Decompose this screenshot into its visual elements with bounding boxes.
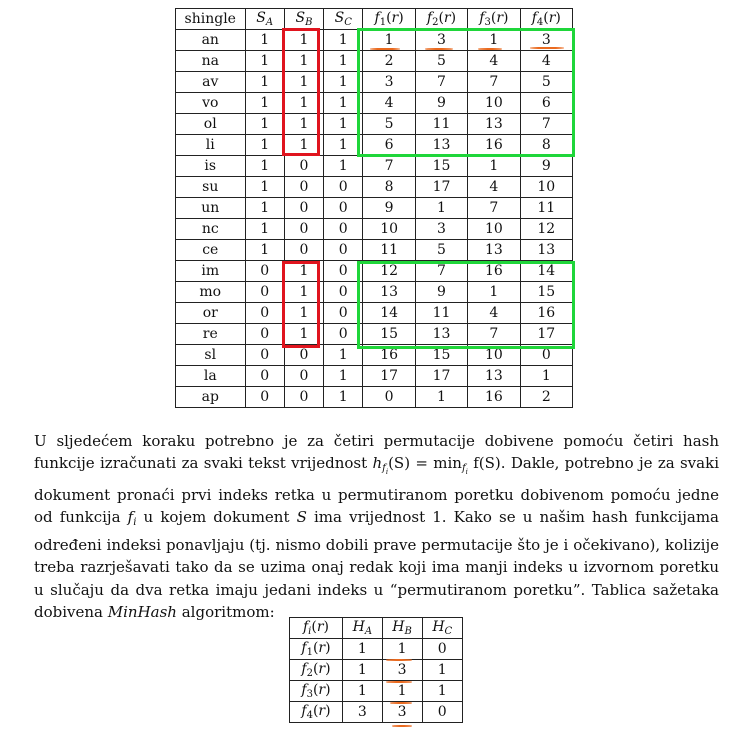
- value-cell: 3: [363, 72, 415, 93]
- header-hb: $H_B$: [382, 618, 422, 639]
- value-cell: 15: [415, 156, 467, 177]
- shingle-cell: vo: [176, 93, 246, 114]
- shingle-cell: un: [176, 198, 246, 219]
- shingle-cell: av: [176, 72, 246, 93]
- para-text-3: f(S). Dakle, potrebno je za svaki dokument pronaći prvi indeks retka u permutiranom poretku dobivenom pomoću jedne od funkcija: [34, 454, 719, 526]
- value-cell: 1: [284, 282, 323, 303]
- value-cell: 7: [363, 156, 415, 177]
- table-row: [176, 156, 573, 177]
- value-cell: 1: [468, 30, 520, 51]
- value-cell: 5: [520, 72, 572, 93]
- value-cell: 7: [468, 198, 520, 219]
- header-f3: $f_3(r)$: [468, 9, 520, 30]
- signature-cell: 1: [422, 681, 462, 702]
- function-cell: $f_3(r)$: [290, 681, 343, 702]
- value-cell: 1: [415, 387, 467, 408]
- value-cell: 1: [324, 345, 363, 366]
- header-sb: $S_B$: [284, 9, 323, 30]
- signature-cell: 0: [422, 639, 462, 660]
- function-cell: $f_4(r)$: [290, 702, 343, 723]
- value-cell: 8: [363, 177, 415, 198]
- value-cell: 1: [245, 240, 284, 261]
- value-cell: 0: [324, 219, 363, 240]
- shingle-cell: is: [176, 156, 246, 177]
- value-cell: 4: [520, 51, 572, 72]
- value-cell: 13: [468, 114, 520, 135]
- shingle-cell: mo: [176, 282, 246, 303]
- sb-top-highlight: [282, 28, 320, 156]
- table-row: [176, 177, 573, 198]
- value-cell: 0: [324, 198, 363, 219]
- table-row: [290, 702, 463, 723]
- header-f1: $f_1(r)$: [363, 9, 415, 30]
- table-row: [176, 366, 573, 387]
- table-header-row: [290, 618, 463, 639]
- value-cell: 0: [284, 219, 323, 240]
- value-cell: 11: [415, 303, 467, 324]
- value-cell: 1: [324, 387, 363, 408]
- table-row: [176, 198, 573, 219]
- value-cell: 1: [324, 366, 363, 387]
- value-cell: 17: [520, 324, 572, 345]
- value-cell: 4: [468, 303, 520, 324]
- value-cell: 1: [284, 93, 323, 114]
- table-header-row: [176, 9, 573, 30]
- para-text-5: ima vrijednost 1. Kako se u našim hash funkcijama određeni indeksi ponavljaju (tj. nismo dobili prave permutacije što je i očekivano), kolizije treba razrješavati tako da se uzima onaj redak koji ima manji indeks u izvornom poretku u slučaju da dva retka imaju jedani indeks u “permutiranom poretku”. Tablica sažetaka dobivena: [34, 507, 719, 622]
- value-cell: 15: [363, 324, 415, 345]
- value-cell: 13: [468, 240, 520, 261]
- value-cell: 0: [324, 324, 363, 345]
- shingle-cell: ol: [176, 114, 246, 135]
- underline-mark: [425, 48, 453, 50]
- value-cell: 17: [363, 366, 415, 387]
- value-cell: 5: [415, 51, 467, 72]
- header-shingle: shingle: [176, 9, 246, 30]
- underline-mark: [478, 48, 502, 50]
- value-cell: 1: [324, 135, 363, 156]
- value-cell: 0: [284, 177, 323, 198]
- signature-cell: 3: [382, 660, 422, 681]
- value-cell: 7: [468, 324, 520, 345]
- value-cell: 1: [324, 30, 363, 51]
- value-cell: 0: [324, 261, 363, 282]
- value-cell: 1: [245, 114, 284, 135]
- value-cell: 0: [284, 366, 323, 387]
- value-cell: 14: [520, 261, 572, 282]
- value-cell: 1: [324, 156, 363, 177]
- value-cell: 1: [284, 324, 323, 345]
- signature-cell: 3: [382, 702, 422, 723]
- value-cell: 13: [520, 240, 572, 261]
- value-cell: 0: [324, 303, 363, 324]
- value-cell: 1: [245, 198, 284, 219]
- header-f2: $f_2(r)$: [415, 9, 467, 30]
- value-cell: 16: [520, 303, 572, 324]
- value-cell: 1: [245, 30, 284, 51]
- signature-cell: 1: [382, 681, 422, 702]
- value-cell: 3: [415, 219, 467, 240]
- value-cell: 1: [284, 303, 323, 324]
- minhash-term: MinHash: [107, 603, 177, 622]
- header-f4: $f_4(r)$: [520, 9, 572, 30]
- value-cell: 1: [245, 72, 284, 93]
- value-cell: 14: [363, 303, 415, 324]
- shingle-cell: nc: [176, 219, 246, 240]
- signature-cell: 1: [382, 639, 422, 660]
- value-cell: 4: [363, 93, 415, 114]
- value-cell: 16: [468, 261, 520, 282]
- value-cell: 10: [468, 93, 520, 114]
- value-cell: 10: [520, 177, 572, 198]
- value-cell: 7: [415, 72, 467, 93]
- value-cell: 0: [363, 387, 415, 408]
- value-cell: 9: [415, 93, 467, 114]
- value-cell: 1: [245, 135, 284, 156]
- value-cell: 16: [468, 387, 520, 408]
- header-sc: $S_C$: [324, 9, 363, 30]
- value-cell: 2: [520, 387, 572, 408]
- value-cell: 0: [245, 261, 284, 282]
- shingle-cell: ap: [176, 387, 246, 408]
- value-cell: 1: [415, 198, 467, 219]
- shingle-cell: la: [176, 366, 246, 387]
- shingle-cell: su: [176, 177, 246, 198]
- value-cell: 13: [415, 135, 467, 156]
- function-cell: $f_2(r)$: [290, 660, 343, 681]
- value-cell: 0: [284, 387, 323, 408]
- value-cell: 0: [324, 240, 363, 261]
- value-cell: 1: [245, 219, 284, 240]
- value-cell: 0: [284, 156, 323, 177]
- value-cell: 12: [363, 261, 415, 282]
- value-cell: 17: [415, 366, 467, 387]
- value-cell: 6: [363, 135, 415, 156]
- value-cell: 3: [520, 30, 572, 51]
- f-bottom-highlight: [357, 261, 575, 349]
- value-cell: 13: [363, 282, 415, 303]
- value-cell: 1: [468, 156, 520, 177]
- value-cell: 1: [324, 114, 363, 135]
- underline-mark: [390, 702, 412, 704]
- value-cell: 8: [520, 135, 572, 156]
- shingle-cell: na: [176, 51, 246, 72]
- table-row: [176, 219, 573, 240]
- value-cell: 0: [324, 177, 363, 198]
- shingle-cell: or: [176, 303, 246, 324]
- underline-mark: [386, 659, 412, 661]
- table-row: [290, 639, 463, 660]
- shingle-cell: li: [176, 135, 246, 156]
- value-cell: 10: [363, 219, 415, 240]
- shingle-cell: ce: [176, 240, 246, 261]
- value-cell: 0: [284, 345, 323, 366]
- value-cell: 0: [520, 345, 572, 366]
- header-fi: $f_i(r)$: [290, 618, 343, 639]
- value-cell: 13: [468, 366, 520, 387]
- shingle-cell: re: [176, 324, 246, 345]
- value-cell: 1: [324, 93, 363, 114]
- value-cell: 16: [468, 135, 520, 156]
- value-cell: 1: [284, 30, 323, 51]
- value-cell: 7: [468, 72, 520, 93]
- header-ha: $H_A$: [343, 618, 383, 639]
- value-cell: 0: [324, 282, 363, 303]
- table-row: [176, 387, 573, 408]
- shingle-cell: an: [176, 30, 246, 51]
- value-cell: 1: [284, 261, 323, 282]
- signature-cell: 3: [343, 702, 383, 723]
- shingle-cell: sl: [176, 345, 246, 366]
- underline-mark: [386, 681, 412, 683]
- para-text-2: (S) = min: [388, 454, 462, 473]
- value-cell: 5: [415, 240, 467, 261]
- value-cell: 7: [415, 261, 467, 282]
- value-cell: 1: [324, 72, 363, 93]
- value-cell: 15: [520, 282, 572, 303]
- value-cell: 10: [468, 345, 520, 366]
- value-cell: 1: [520, 366, 572, 387]
- table-row: [290, 660, 463, 681]
- header-hc: $H_C$: [422, 618, 462, 639]
- value-cell: 9: [363, 198, 415, 219]
- value-cell: 3: [415, 30, 467, 51]
- value-cell: 4: [468, 51, 520, 72]
- value-cell: 1: [363, 30, 415, 51]
- value-cell: 0: [245, 366, 284, 387]
- value-cell: 1: [284, 72, 323, 93]
- minhash-signature-table: [289, 617, 463, 723]
- value-cell: 0: [284, 240, 323, 261]
- signature-cell: 1: [343, 681, 383, 702]
- value-cell: 1: [324, 51, 363, 72]
- value-cell: 13: [415, 324, 467, 345]
- value-cell: 1: [245, 177, 284, 198]
- value-cell: 1: [284, 135, 323, 156]
- value-cell: 12: [520, 219, 572, 240]
- explanation-paragraph: U sljedećem koraku potrebno je za četiri permutacije dobivene pomoću četiri hash funkcije izračunati za svaki tekst vrijednost $h_{f_i}(S) = \min_{f_i} f(S)$. Dakle, potrebno je za svaki dokument pronaći prvi indeks retka u permutiranom poretku dobivenom pomoću jedne od funkcija $f_i$ u kojem dokument S ima vrijednost 1. Kako se u našim hash funkcijama određeni indeksi ponavljaju (tj. nismo dobili prave permutacije što je i očekivano), kolizije treba razrješavati tako da se uzima onaj redak koji ima manji indeks u izvornom poretku u slučaju da dva retka imaju jedani indeks u “permutiranom poretku”. Tablica sažetaka dobivena MinHash algoritmom:: [34, 432, 719, 622]
- signature-cell: 0: [422, 702, 462, 723]
- para-text-7: algoritmom:: [176, 603, 275, 622]
- para-text-1: U sljedećem koraku potrebno je za četiri permutacije dobivene pomoću četiri hash funkcije izračunati za svaki tekst vrijednost: [34, 432, 719, 473]
- value-cell: 1: [284, 51, 323, 72]
- header-sa: $S_A$: [245, 9, 284, 30]
- value-cell: 1: [245, 51, 284, 72]
- value-cell: 7: [520, 114, 572, 135]
- value-cell: 15: [415, 345, 467, 366]
- value-cell: 2: [363, 51, 415, 72]
- sb-bottom-highlight: [282, 261, 320, 348]
- value-cell: 1: [284, 114, 323, 135]
- value-cell: 11: [363, 240, 415, 261]
- value-cell: 16: [363, 345, 415, 366]
- underline-mark: [392, 725, 412, 727]
- value-cell: 17: [415, 177, 467, 198]
- value-cell: 0: [245, 387, 284, 408]
- value-cell: 0: [245, 282, 284, 303]
- para-text-4: u kojem dokument: [136, 507, 297, 526]
- value-cell: 1: [245, 156, 284, 177]
- value-cell: 6: [520, 93, 572, 114]
- table-row: [290, 681, 463, 702]
- value-cell: 1: [468, 282, 520, 303]
- signature-cell: 1: [343, 639, 383, 660]
- function-cell: $f_1(r)$: [290, 639, 343, 660]
- signature-cell: 1: [422, 660, 462, 681]
- value-cell: 10: [468, 219, 520, 240]
- value-cell: 9: [520, 156, 572, 177]
- value-cell: 4: [468, 177, 520, 198]
- value-cell: 11: [415, 114, 467, 135]
- value-cell: 0: [245, 303, 284, 324]
- value-cell: 5: [363, 114, 415, 135]
- value-cell: 9: [415, 282, 467, 303]
- underline-mark: [370, 48, 400, 50]
- value-cell: 11: [520, 198, 572, 219]
- value-cell: 0: [245, 345, 284, 366]
- signature-cell: 1: [343, 660, 383, 681]
- shingle-cell: im: [176, 261, 246, 282]
- value-cell: 0: [245, 324, 284, 345]
- table-row: [176, 240, 573, 261]
- value-cell: 1: [245, 93, 284, 114]
- underline-mark: [530, 47, 564, 49]
- value-cell: 0: [284, 198, 323, 219]
